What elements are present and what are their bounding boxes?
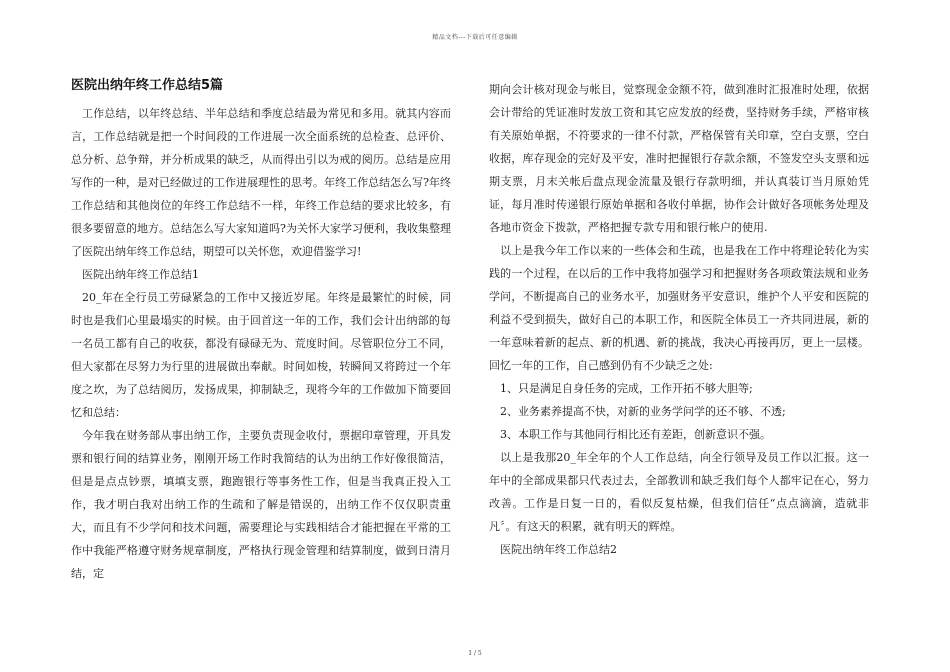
page-number: 1 / 5 xyxy=(468,650,482,657)
list-item: 2、业务素养提高不快，对新的业务学问学的还不够、不透; xyxy=(500,405,786,418)
continued-paragraph: 期向会计核对现金与帐目，觉察现金金额不符，做到准时汇报准时处理，依据会计带给的凭证准时发放工资和其它应发放的经费，坚持财务手续，严格审核有关原始单据，不符要求的一律不付款，严格保管有关印章，空白支票，空白收据，库存现金的完好及平安，准时把握银行存款余额，不签发空头支票和远期支票，月末关帐后盘点现金流量及银行存款明细，并认真装订当月原始凭证，每月准时传递银行原始单据和各收付单据，协作会计做好各项帐务处理及各地市资金下拨款，严格把握专款专用和银行帐户的使用. xyxy=(489,83,869,234)
left-column xyxy=(71,78,451,585)
right-column xyxy=(489,78,869,561)
document-title: 医院出纳年终工作总结5篇 xyxy=(71,78,224,93)
body-paragraph: 以上是我那20_年全年的个人工作总结，向全行领导及员工作以汇报。这一年中的全部成果都只代表过去，全部教训和缺乏我们每个人都牢记在心，努力改善。工作是日复一日的，看似反复枯燥，但我们信任“点点滴滴，造就非凡〞。有这天的积累，就有明天的辉煌。 xyxy=(489,451,869,533)
section-heading-1: 医院出纳年终工作总结1 xyxy=(82,268,199,281)
intro-paragraph: 工作总结，以年终总结、半年总结和季度总结最为常见和多用。就其内容而言，工作总结就是把一个时间段的工作进展一次全面系统的总检查、总评价、总分析、总争辩，并分析成果的缺乏，从而得出引以为戒的阅历。总结是应用写作的一种，是对已经做过的工作进展理性的思考。年终工作总结怎么写?年终工作总结和其他岗位的年终工作总结不一样，年终工作总结的要求比较多，有很多要留意的地方。总结怎么写大家知道吗?为关怀大家学习便利，我收集整理了医院出纳年终工作总结，期望可以关怀您，欢迎借鉴学习! xyxy=(71,107,451,258)
body-paragraph: 20_年在全行员工劳碌紧急的工作中又接近岁尾。年终是最繁忙的时候，同时也是我们心里最塌实的时候。由于回首这一年的工作，我们会计出纳部的每一名员工都有自己的收获，都没有碌碌无为、荒度时间。尽管职位分工不同，但大家都在尽努力为行里的进展做出奉献。时间如梭，转瞬间又将跨过一个年度之坎，为了总结阅历，发扬成果，抑制缺乏，现将今年的工作做加下简要回忆和总结： xyxy=(71,291,451,419)
list-item: 3、本职工作与其他同行相比还有差距，创新意识不强。 xyxy=(500,428,771,441)
list-item: 1、只是满足自身任务的完成，工作开拓不够大胆等; xyxy=(500,382,753,395)
section-heading-2: 医院出纳年终工作总结2 xyxy=(500,543,617,556)
header-note: 精品文档---下载后可任意编辑 xyxy=(432,34,518,41)
body-paragraph: 今年我在财务部从事出纳工作，主要负责现金收付，票据印章管理，开具发票和银行间的结算业务，刚刚开场工作时我简结的认为出纳工作好像很简洁，但是是点点钞票，填填支票，跑跑银行等事务性工作，但是当我真正投入工作，我才明白我对出纳工作的生疏和了解是错误的，出纳工作不仅仅职责重大，而且有不少学问和技术问题，需要理论与实践相结合才能把握在平常的工作中我能严格遵守财务规章制度，严格执行现金管理和结算制度，做到日清月结，定 xyxy=(71,429,451,580)
body-paragraph: 以上是我今年工作以来的一些体会和生疏，也是我在工作中将理论转化为实践的一个过程，在以后的工作中我将加强学习和把握财务各项政策法规和业务学问，不断提高自己的业务水平，加强财务平安意识，维护个人平安和医院的利益不受到损失，做好自己的本职工作，和医院全体员工一齐共同进展，新的一年意味着新的起点、新的机遇、新的挑战，我决心再接再厉，更上一层楼。回忆一年的工作，自己感到仍有不少缺乏之处: xyxy=(489,244,869,372)
